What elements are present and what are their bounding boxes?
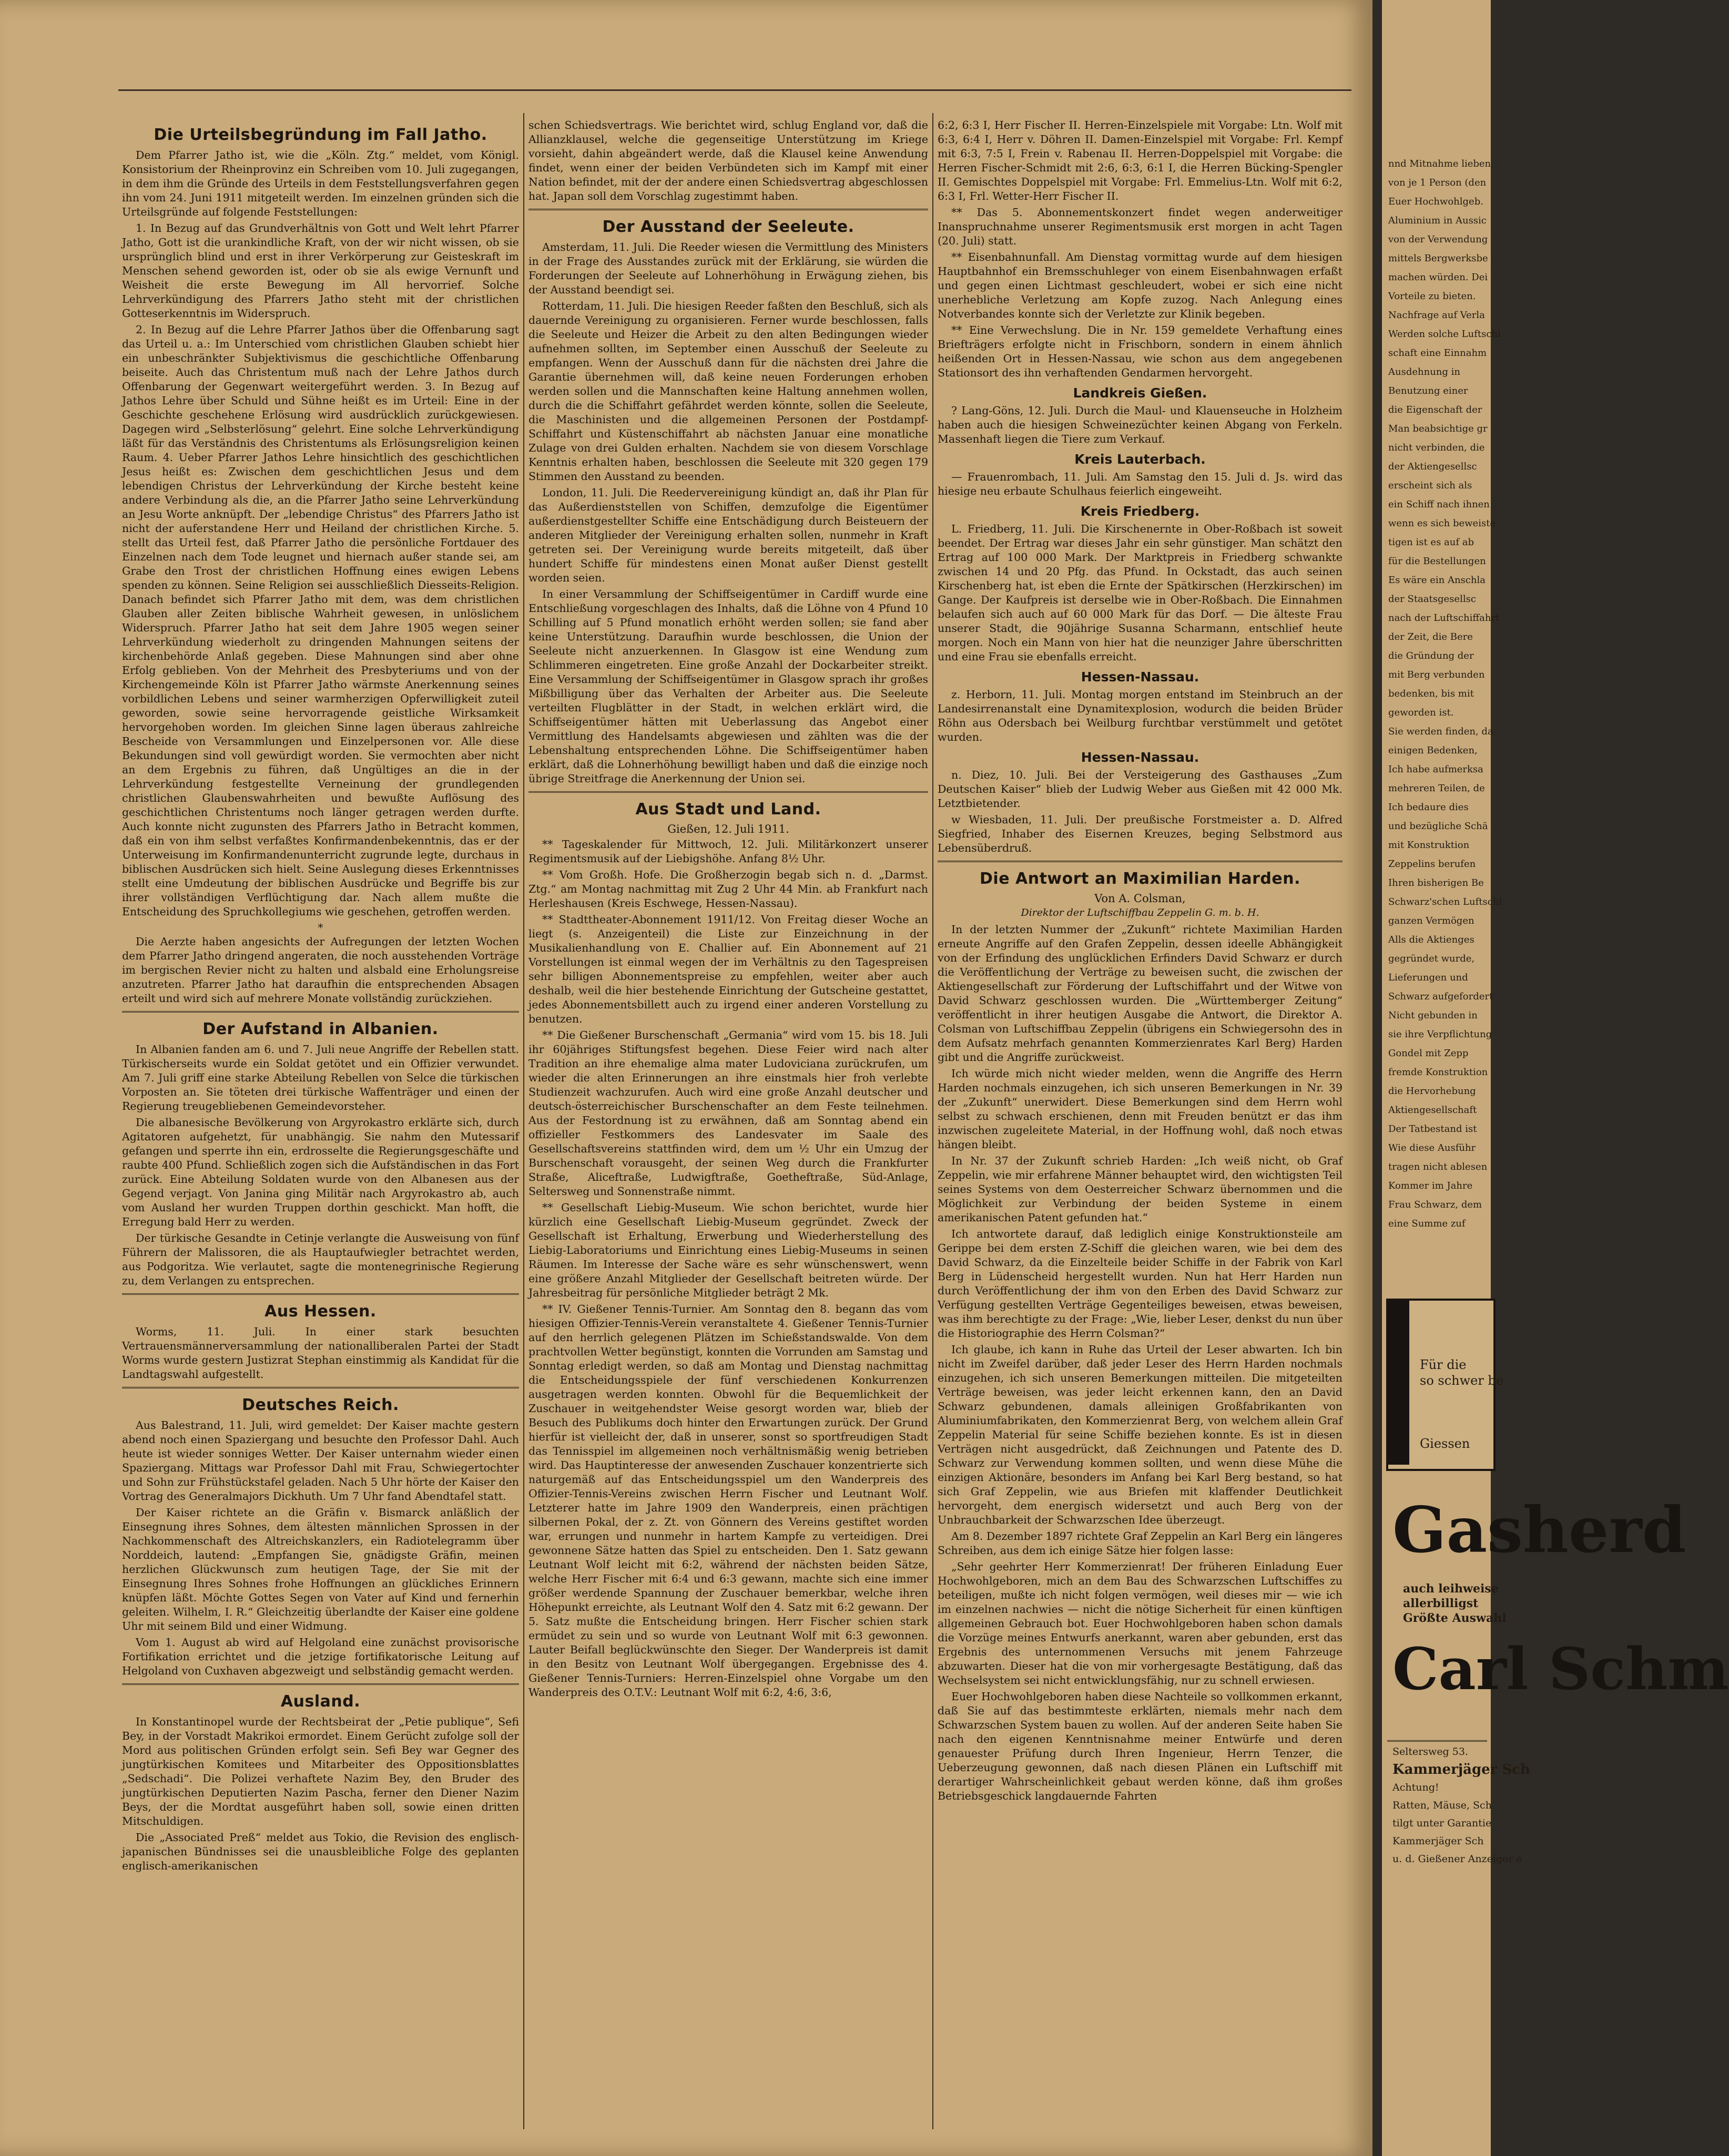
headline: Der Aufstand in Albanien. xyxy=(202,1020,439,1038)
section-divider xyxy=(528,209,928,210)
adjacent-page-line: Kommer im Jahre xyxy=(1388,1180,1473,1191)
section-divider xyxy=(528,791,928,793)
paragraph: London, 11. Juli. Die Reedervereinigung kündigt an, daß ihr Plan für das Außerdienststellen von Schiffen, demzufolge die Eigentümer außerdienstgestellter Schiffe eine Entschädigung durch Beisteuern der anderen Mitglieder der Vereinigung erhalten sollen, nunmehr in Kraft getreten sei. Der Vereinigung wurde bereits mitgeteilt, daß über hundert Schiffe für mindestens einen Monat außer Dienst gestellt worden seien. xyxy=(528,486,928,584)
adjacent-page-line: Ich habe aufmerksa xyxy=(1388,764,1483,775)
section-divider xyxy=(122,1293,519,1295)
adjacent-page-line: die Eigenschaft der xyxy=(1388,404,1482,415)
paragraph: Worms, 11. Juli. In einer stark besuchten Vertrauensmännerversammlung der nationalliberalen Partei der Stadt Worms wurde gestern Justizrat Stephan einstimmig als Kandidat für die Landtagswahl aufgestellt. xyxy=(122,1325,519,1381)
adjacent-page-line: wenn es sich beweiste xyxy=(1388,518,1496,529)
adjacent-page-line: nicht verbinden, die xyxy=(1388,442,1485,453)
adjacent-page-line: mit Berg verbunden xyxy=(1388,669,1485,680)
paragraph: Aus Balestrand, 11. Juli, wird gemeldet: Der Kaiser machte gestern abend noch einen Spaziergang und besuchte den Professor Dahl. Auch heute ist wieder sonniges Wetter. Der Kaiser unternahm wieder einen Spaziergang. Mittags war Professor Dahl mit Frau, Schwiegertochter und Sohn zur Frühstückstafel geladen. Nach 5 Uhr hörte der Kaiser den Vortrag des Generalmajors Dickhuth. Um 7 Uhr fand Abendtafel statt. xyxy=(122,1419,519,1503)
paragraph: schen Schiedsvertrags. Wie berichtet wird, schlug England vor, daß die Allianzklausel, welche die gegenseitige Unterstützung im Kriege vorsieht, dahin abgeändert werde, daß die Klausel keine Anwendung findet, wenn einer der beiden Verbündeten sich im Kampf mit einer Nation befindet, mit der der andere einen Schiedsvertrag abgeschlossen hat. Japan soll dem Vorschlag zugestimmt haben. xyxy=(528,119,928,202)
top-rule xyxy=(118,89,1351,91)
adjacent-page-line: bedenken, bis mit xyxy=(1388,688,1474,699)
adjacent-page-line: von der Verwendung xyxy=(1388,234,1488,245)
paragraph: ? Lang-Göns, 12. Juli. Durch die Maul- und Klauenseuche in Holzheim haben auch die hiesigen Schweinezüchter keinen Abgang von Ferkeln. Massenhaft liegen die Tiere zum Verkauf. xyxy=(938,404,1342,445)
advertisement-box xyxy=(1386,1299,1504,1471)
paragraph: ** Gesellschaft Liebig-Museum. Wie schon berichtet, wurde hier kürzlich eine Gesellschaft Liebig-Museum gegründet. Zweck der Gesellschaft ist Erhaltung, Erwerbung und Wiederherstellung des Liebig-Laboratoriums und Einrichtung eines Liebig-Museums in seinen Räumen. Im Interesse der Sache wäre es sehr wünschenswert, wenn eine größere Anzahl Mitglieder der Gesellschaft beitreten würde. Der Jahresbeitrag für persönliche Mitglieder beträgt 2 Mk. xyxy=(528,1201,928,1299)
adjacent-page-line: Gondel mit Zepp xyxy=(1388,1048,1469,1059)
adjacent-page-line: Nachfrage auf Verla xyxy=(1388,310,1485,321)
headline: Aus Hessen. xyxy=(265,1302,377,1321)
column-2 xyxy=(528,118,928,1702)
separator-star: * xyxy=(318,921,323,934)
adjacent-page-line: die Hervorhebung xyxy=(1388,1086,1476,1097)
paragraph: Amsterdam, 11. Juli. Die Reeder wiesen die Vermittlung des Ministers in der Frage des Ausstandes zurück mit der Erklärung, sie würden die Forderungen der Seeleute auf Lohnerhöhung in Erwägung ziehen, bis der Ausstand beendigt sei. xyxy=(528,241,928,296)
paragraph: ** IV. Gießener Tennis-Turnier. Am Sonntag den 8. begann das vom hiesigen Offizier-Tennis-Verein veranstaltete 4. Gießener Tennis-Turnier auf den herrlich gelegenen Plätzen im Schießstandswalde. Von dem prachtvollen Wetter begünstigt, konnten die Vorrunden am Samstag und Sonntag erledigt werden, so daß am Montag und Dienstag nachmittag die Entscheidungsspiele der fünf verschiedenen Konkurrenzen ausgetragen werden konnten. Obwohl für die Bequemlichkeit der Zuschauer in weitgehendster Weise gesorgt worden war, blieb der Besuch des Publikums doch hinter den Erwartungen zurück. Der Grund hierfür ist vielleicht der, daß in unserer, sonst so sportfreudigen Stadt das Tennisspiel im allgemeinen noch verhältnismäßig wenig betrieben wird. Das Hauptinteresse der anwesenden Zuschauer konzentrierte sich naturgemäß auf das Entscheidungsspiel um den Wanderpreis des Offizier-Tennis-Vereins zwischen Herrn Fischer und Leutnant Wolf. Letzterer hatte im Jahre 1909 den Wanderpreis, einen prächtigen silbernen Pokal, der z. Zt. von Gönnern des Vereins gestiftet worden war, errungen und nunmehr in hartem Kampfe zu verteidigen. Drei gewonnene Sätze hatten das Spiel zu entscheiden. Den 1. Satz gewann Leutnant Wolf leicht mit 6:2, während der nächsten beiden Sätze, welche Herr Fischer mit 6:4 und 6:3 gewann, machte sich eine immer größer werdende Spannung der Zuschauer bemerkbar, welche ihren Höhepunkt erreichte, als Leutnant Wolf den 4. Satz mit 6:2 gewann. Der 5. Satz mußte die Entscheidung bringen. Herr Fischer schien stark ermüdet zu sein und so wurde von Leutnant Wolf mit 6:3 gewonnen. Lauter Beifall beglückwünschte den Sieger. Der Wanderpreis ist damit in den Besitz von Leutnant Wolf übergegangen. Ergebnisse des 4. Gießener Tennis-Turniers: Herren-Einzelspiel ohne Vorgabe um den Wanderpreis des O.T.V.: Leutnant Wolf mit 6:2, 4:6, 3:6, xyxy=(528,1303,928,1699)
paragraph: Ich antwortete darauf, daß lediglich einige Konstruktionsteile am Gerippe bei dem ersten Z-Schiff die gleichen waren, wie bei dem des David Schwarz, da die Einzelteile beider Schiffe in der Fabrik von Karl Berg in Lüdenscheid hergestellt wurden. Nun hat Herr Harden nun durch Veröffentlichung der ihm von den Erben des David Schwarz zur Verfügung gestellten Verträge Gegenteiliges beweisen, etwas beweisen, was ihm berechtigte zu der Frage: „Wie, lieber Leser, denkst du nun über die Historiographie des Herrn Colsman?“ xyxy=(938,1228,1342,1340)
headline: Deutsches Reich. xyxy=(242,1396,399,1414)
adjacent-page-line: Aluminium in Aussic xyxy=(1388,215,1487,226)
adjacent-page-line: Vorteile zu bieten. xyxy=(1388,291,1476,302)
paragraph: Der Kaiser richtete an die Gräfin v. Bismarck anläßlich der Einsegnung ihres Sohnes, dem ältesten männlichen Sprossen in der Nachkommenschaft des Altreichskanzlers, ein Radiotelegramm über Norddeich, lautend: „Empfangen Sie, gnädigste Gräfin, meinen herzlichen Glückwunsch zum heutigen Tage, der Sie mit der Einsegnung Ihres Sohnes frohe Hoffnungen an glückliches Erinnern knüpfen läßt. Möchte Gottes Segen von Vater auf Kind und fernerhin geleiten. Wilhelm, I. R.“ Gleichzeitig überlandte der Kaiser eine goldene Uhr mit seinem Bild und einer Widmung. xyxy=(122,1506,519,1632)
ad-bottom-line: tilgt unter Garantie xyxy=(1392,1817,1492,1829)
adjacent-page-line: Es wäre ein Anschla xyxy=(1388,575,1486,586)
paragraph: ** Eisenbahnunfall. Am Dienstag vormittag wurde auf dem hiesigen Hauptbahnhof ein Bremsschuhleger von einem Eisenbahnwagen erfaßt und gegen einen Lichtmast geschleudert, wobei er sich eine nicht unerhebliche Verletzung am Kopfe zuzog. Nach Anlegung eines Notverbandes konnte sich der Verletzte zur Klinik begeben. xyxy=(938,251,1342,320)
paragraph: In der letzten Nummer der „Zukunft“ richtete Maximilian Harden erneute Angriffe auf den Grafen Zeppelin, dessen ideelle Abhängigkeit von der Erfindung des unglücklichen Erfinders David Schwarz er durch die Veröffentlichung der Verträge zu beweisen sucht, die zwischen der Aktiengesellschaft zur Förderung der Luftschiffahrt und der Witwe von David Schwarz geschlossen wurden. Die „Württemberger Zeitung“ veröffentlicht in ihrer heutigen Ausgabe die Antwort, die Direktor A. Colsman von Luftschiffbau Zeppelin (übrigens ein Schwiegersohn des in dem Aufsatz mehrfach genannten Kommerzienrates Karl Berg) Harden gibt und die Angriffe zurückweist. xyxy=(938,923,1342,1064)
adjacent-page xyxy=(1382,0,1729,2156)
section-divider xyxy=(122,1387,519,1388)
subheadline: Kreis Lauterbach. xyxy=(1074,452,1206,467)
adjacent-page-line: ein Schiff nach ihnen xyxy=(1388,499,1490,510)
adjacent-page-line: für die Bestellungen xyxy=(1388,556,1486,567)
adjacent-page-line: geworden ist. xyxy=(1388,707,1454,718)
adjacent-page-line: der Zeit, die Bere xyxy=(1388,631,1473,642)
paragraph: Ich glaube, ich kann in Ruhe das Urteil der Leser abwarten. Ich bin nicht im Zweifel darüber, daß jeder Leser des Herrn Harden nochmals einzugehen, ich sich unseren Bemerkungen mitteilen. Die mitgeteilten Verträge beweisen, was jeder leicht erkennen kann, den an David Schwarz gebundenen, damals alleinigen Großfabrikanten von Aluminiumfabrikaten, den Kommerzienrat Berg, von welchem allein Graf Zeppelin Material für seine Schiffe beziehen konnte. Es ist in diesen Verträgen nicht ausgedrückt, daß Zeichnungen und Patente des D. Schwarz zur Verwendung kommen sollten, und wenn diese Mühe die einzigen Aktionäre, besonders im Anfang bei Karl Berg bestand, so hat sich Graf Zeppelin, wie aus Briefen mit klaffender Deutlichkeit hervorgeht, dem energisch widersetzt und auch Berg von der Unbrauchbarkeit der Schwarzschen Idee überzeugt. xyxy=(938,1343,1342,1526)
paragraph: In Nr. 37 der Zukunft schrieb Harden: „Ich weiß nicht, ob Graf Zeppelin, wie mir erfahrene Männer behauptet wird, den wichtigsten Teil seines Systems von dem Oesterreicher Schwarz übernommen und die Möglichkeit zur Verbindung der beiden Systeme in einem amerikanischen Patent gefunden hat.“ xyxy=(938,1154,1342,1224)
ad-divider xyxy=(1387,1740,1487,1742)
paragraph: ** Das 5. Abonnementskonzert findet wegen anderweitiger Inanspruchnahme unserer Regimentsmusik erst morgen in acht Tagen (20. Juli) statt. xyxy=(938,206,1342,247)
adjacent-page-line: Euer Hochwohlgeb. xyxy=(1388,196,1483,207)
ad-text: allerbilligst xyxy=(1403,1597,1479,1610)
subheadline: Kreis Friedberg. xyxy=(1080,504,1200,519)
paragraph: Vom 1. August ab wird auf Helgoland eine zunächst provisorische Fortifikation errichtet und die jetzige fortifikatorische Leitung auf Helgoland von Cuxhaven abgezweigt und selbständig gemacht werden. xyxy=(122,1636,519,1677)
paragraph: ** Stadttheater-Abonnement 1911/12. Von Freitag dieser Woche an liegt (s. Anzeigenteil) die Liste zur Einzeichnung in der Musikalienhandlung von E. Challier auf. Ein Abonnement auf 21 Vorstellungen ist einmal wegen der im Verhältnis zu den Tagespreisen sehr billigen Abonnementspreise zu empfehlen, weiter aber auch deshalb, weil die hier bestehende Einrichtung der Gutscheine gestattet, jedes Abonnementsbillett auch zu irgend einer anderen Vorstellung zu benutzen. xyxy=(528,913,928,1025)
paragraph: 2. In Bezug auf die Lehre Pfarrer Jathos über die Offenbarung sagt das Urteil u. a.: Im Unterschied vom christlichen Glauben schiebt hier ein unbeschränkter Subjektivismus die geschichtliche Offenbarung beiseite. Auch das Christentum muß nach der Lehre Jathos durch Offenbarung der Gegenwart weitergeführt werden. 3. In Bezug auf Jathos Lehre über Schuld und Sühne heißt es im Urteil: Eine in der Geschichte geschehene Erlösung wird ausdrücklich zurückgewiesen. Dagegen wird „Selbsterlösung“ gelehrt. Eine solche Lehrverkündigung läßt für das Verständnis des Christentums als Erlösungsreligion keinen Raum. 4. Ueber Pfarrer Jathos Lehre hinsichtlich des geschichtlichen Jesus heißt es: Zwischen dem geschichtlichen Jesus und dem lebendigen Christus der Lehrverkündung der Kirche besteht keine andere Verbindung als die, an die Pfarrer Jatho seine Lehrverkündung an Jesu Worte anknüpft. Der „lebendige Christus“ des Pfarrers Jatho ist nicht der auferstandene Herr und Heiland der christlichen Kirche. 5. stellt das Urteil fest, daß Pfarrer Jatho die persönliche Fortdauer des Einzelnen nach dem Tode leugnet und hiernach außer stande sei, am Grabe den Trost der christlichen Hoffnung eines ewigen Lebens spenden zu können. Seine Religion sei ausschließlich Diesseits-Religion. Danach befindet sich Pfarrer Jatho mit dem, was dem christlichen Glauben aller Zeiten biblische Wahrheit gewesen, in unlöslichem Widerspruch. Pfarrer Jatho hat seit dem Jahre 1905 wegen seiner Lehrverkündung wiederholt zu dringenden Mahnungen seitens der kirchenbehörde Anlaß gegeben. Diese Mahnungen sind aber ohne Erfolg geblieben. Von der Mehrheit des Presbyteriums und von der Kirchengemeinde Köln ist Pfarrer Jatho wärmste Anerkennung seines vorbildlichen Lebens und seiner warmherzigen Opferwilligkeit zuteil geworden, sowie seine hervorragende geistliche Wirksamkeit hervorgehoben worden. Im gleichen Sinne lagen überaus zahlreiche Bescheide von Versammlungen und Einzelpersonen vor. Alle diese Bekundungen sind voll gewürdigt worden. Sie vermochten aber nicht an dem Ergebnis zu führen, daß Ungültiges an die in der Lehrverkündung festgestellte Verneinung der grundlegenden christlichen Glaubenswahrheiten und bewußte Auflösung des geschichtlichen Christentums noch länger getragen werden durfte. Auch konnte nicht zugunsten des Pfarrers Jatho in Betracht kommen, daß ein von ihm selbst verfaßtes Konfirmandenbekenntnis, das er der Unterweisung im Konfirmandenunterricht zugrunde legte, durchaus in biblischen Ausdrücken sich hielt. Seine Auslegung dieses Erkenntnisses stellt eine Umdeutung der biblischen Ausdrücke und Begriffe bis zur ihrer vollständigen Verflüchtigung dar. Nach allem mußte die Entscheidung des Spruchkollegiums wie geschehen, getroffen werden. xyxy=(122,323,519,918)
paragraph: In Albanien fanden am 6. und 7. Juli neue Angriffe der Rebellen statt. Türkischerseits wurde ein Soldat getötet und ein Offizier verwundet. Am 7. Juli griff eine starke Abteilung Rebellen von Selce die türkischen Vorposten an. Sie töteten drei türkische Waffenträger und einen der Regierung treugebliebenen Gemeindevorsteher. xyxy=(122,1043,519,1112)
adjacent-page-line: der Aktiengesellsc xyxy=(1388,461,1477,472)
ad-bottom-line: Achtung! xyxy=(1392,1782,1439,1793)
paragraph: Dem Pfarrer Jatho ist, wie die „Köln. Ztg.“ meldet, vom Königl. Konsistorium der Rheinprovinz ein Schreiben vom 10. Juli zugegangen, in dem ihm die Gründe des Urteils in dem Feststellungsverfahren gegen ihn vom 24. Juni 1911 mitgeteilt werden. Im einzelnen gründen sich die Urteilsgründe auf folgende Feststellungen: xyxy=(122,149,519,218)
column-rule xyxy=(523,113,524,2129)
dateline: Gießen, 12. Juli 1911. xyxy=(667,823,789,835)
column-3 xyxy=(938,118,1342,1805)
byline-title: Direktor der Luftschiffbau Zeppelin G. m. b. H. xyxy=(1021,907,1259,918)
headline: Aus Stadt und Land. xyxy=(635,800,821,819)
adjacent-page-line: mehreren Teilen, de xyxy=(1388,783,1485,794)
column-1 xyxy=(122,118,519,1875)
paragraph: Euer Hochwohlgeboren haben diese Nachteile so vollkommen erkannt, daß Sie auf das bestimmteste erklärten, niemals mehr nach dem Schwarzschen System bauen zu wollen. Auf der anderen Seite haben Sie nach den eigenen Kenntnisnahme meiner Entwürfe und deren genauester Prüfung durch Ihren Ingenieur, Herrn Tenzer, die Ueberzeugung gewonnen, daß nach diesen Plänen ein Luftschiff mit derartiger Wahrscheinlichkeit gebaut werden könne, daß ihm großes Betriebsgeschick langdauernde Fahrten xyxy=(938,1690,1342,1802)
paragraph: In Konstantinopel wurde der Rechtsbeirat der „Petie publique“, Sefi Bey, in der Vorstadt Makrikoi ermordet. Einem Gerücht zufolge soll der Mord aus politischen Gründen erfolgt sein. Sefi Bey war Gegner des jungtürkischen Komitees und Mitarbeiter des Oppositionsblattes „Sedschadi“. Die Polizei verhaftete Nazim Bey, den Bruder des jungtürkischen Deputierten Nazim Pascha, ferner den Diener Nazim Beys, der die Mordtat ausgeführt haben soll, sowie einen dritten Mitschuldigen. xyxy=(122,1715,519,1827)
subheadline: Hessen-Nassau. xyxy=(1081,669,1199,684)
adjacent-page-line: der Staatsgesellsc xyxy=(1388,594,1476,605)
paragraph: Der türkische Gesandte in Cetinje verlangte die Ausweisung von fünf Führern der Malissoren, die als Hauptaufwiegler betrachtet werden, aus Podgoritza. Wie verlautet, sagte die montenegrinische Regierung zu, dem Verlangen zu entsprechen. xyxy=(122,1232,519,1287)
column-rule xyxy=(932,113,933,2129)
paragraph: z. Herborn, 11. Juli. Montag morgen entstand im Steinbruch an der Landesirrenanstalt eine Dynamitexplosion, wodurch die beiden Brüder Röhn aus Odersbach bei Weilburg furchtbar verstümmelt und getötet wurden. xyxy=(938,688,1342,743)
paragraph: In einer Versammlung der Schiffseigentümer in Cardiff wurde eine Entschließung vorgeschlagen des Inhalts, daß die Löhne von 4 Pfund 10 Schilling auf 5 Pfund monatlich erhöht werden sollen; sie fand aber keine Unterstützung. Daraufhin wurde beschlossen, die Union der Seeleute nicht anzuerkennen. In Glasgow ist eine Wendung zum Schlimmeren eingetreten. Eine große Anzahl der Dockarbeiter streikt. Eine Versammlung der Schiffseigentümer in Glasgow sprach ihr großes Mißbilligung über das Verhalten der Arbeiter aus. Die Seeleute verteilten Flugblätter in der Stadt, in welchen erklärt wird, die Schiffseigentümer hätten mit Ueberlassung das Angebot einer Vermittlung des Handelsamts abgewiesen und zählten was die der Lebenshaltung entsprechenden Löhne. Die Schiffseigentümer haben erklärt, daß die Lohnerhöhung bewilligt haben und daß die einzige noch übrige Streitfrage die Anerkennung der Union sei. xyxy=(528,588,928,785)
paragraph: L. Friedberg, 11. Juli. Die Kirschenernte in Ober-Roßbach ist soweit beendet. Der Ertrag war dieses Jahr ein sehr günstiger. Man schätzt den Ertrag auf 100 000 Mark. Der Marktpreis in Friedberg schwankte zwischen 14 und 20 Pfg. das Pfund. In Ockstadt, das auch seinen Kirschenberg hat, ist eben die Ernte der Spätkirschen (Herzkirschen) im Gange. Der Kaufpreis ist derselbe wie in Ober-Roßbach. Die Einnahmen belaufen sich auch auf 60 000 Mark für das Dorf. — Die älteste Frau unserer Stadt, die 90jährige Susanna Scharmann, entschlief heute morgen. Noch ein Mann von hier hat die neunziger Jahre überschritten und eine Frau sie ebenfalls erreicht. xyxy=(938,523,1342,663)
adjacent-page-line: machen würden. Dei xyxy=(1388,272,1488,283)
ad-text: Giessen xyxy=(1420,1436,1470,1451)
paragraph: „Sehr geehrter Herr Kommerzienrat! Der früheren Einladung Euer Hochwohlgeboren, mich an dem Bau des Schwarzschen Luftschiffes zu beteiligen, mußte ich nicht folgen vermögen, weil dieses mir — wie ich im einzelnen nachwies — nicht die nötige Sicherheit für einen künftigen allgemeinen Gebrauch bot. Euer Hochwohlgeboren haben schon damals die Vorzüge meines Entwurfs anerkannt, waren aber gebunden, erst das Ergebnis des unternommenen Versuchs mit jenem Fahrzeuge abzuwarten. Dieser hat die von mir vorhergesagte Bestätigung, daß das Wechselsystem sei nicht entwicklungsfähig, nur zu schnell erwiesen. xyxy=(938,1560,1342,1687)
adjacent-page-line: erscheint sich als xyxy=(1388,480,1472,491)
paragraph: w Wiesbaden, 11. Juli. Der preußische Forstmeister a. D. Alfred Siegfried, Inhaber des Eisernen Kreuzes, beging Selbstmord aus Lebensüberdruß. xyxy=(938,813,1342,854)
adjacent-page-line: Schwarz aufgefordert xyxy=(1388,991,1493,1002)
adjacent-page-line: Benutzung einer xyxy=(1388,385,1468,396)
adjacent-page-line: ganzen Vermögen xyxy=(1388,915,1474,926)
adjacent-page-line: Zeppelins berufen xyxy=(1388,859,1476,870)
subheadline: Landkreis Gießen. xyxy=(1073,385,1207,401)
section-divider xyxy=(122,1011,519,1013)
adjacent-page-line: tigen ist es auf ab xyxy=(1388,537,1474,548)
adjacent-page-line: Frau Schwarz, dem xyxy=(1388,1199,1482,1210)
ad-headline: Gasherd xyxy=(1392,1493,1686,1567)
adjacent-page-line: gegründet wurde, xyxy=(1388,953,1475,964)
ad-bottom-line: Ratten, Mäuse, Sch xyxy=(1392,1800,1492,1811)
adjacent-page-line: Schwarz'schen Luftschi xyxy=(1388,896,1502,907)
adjacent-page-line: die Gründung der xyxy=(1388,650,1474,661)
ad-bottom-line: Seltersweg 53. xyxy=(1392,1746,1468,1758)
paragraph: Ich würde mich nicht wieder melden, wenn die Angriffe des Herrn Harden nochmals einzugehen, ich sich unseren Bemerkungen in Nr. 39 der „Zukunft“ unerwidert. Diese Bemerkungen sind dem Herrn wohl selbst zu schwach erschienen, denn mit Freuden benützt er das ihm inzwischen zugeleitete Material, in der Hoffnung wohl, daß noch etwas hängen bleibt. xyxy=(938,1067,1342,1151)
ad-bottom-line: u. d. Gießener Anzeiger e xyxy=(1392,1853,1522,1865)
ad-bottom-line: Kammerjäger Sch xyxy=(1392,1835,1484,1847)
adjacent-page-line: fremde Konstruktion xyxy=(1388,1067,1488,1078)
paragraph: ** Eine Verwechslung. Die in Nr. 159 gemeldete Verhaftung eines Briefträgers erfolgte nicht in Frischborn, sondern in einem ähnlich heißenden Ort in Hessen-Nassau, wie schon aus dem angegebenen Stationsort des ihn verhaftenden Gendarmen hervorgeht. xyxy=(938,324,1342,379)
adjacent-page-line: von je 1 Person (den xyxy=(1388,177,1487,188)
ad-bottom-line: Kammerjäger Sch xyxy=(1392,1762,1530,1777)
adjacent-page-line: Der Tatbestand ist xyxy=(1388,1123,1477,1135)
adjacent-page-line: Man beabsichtige gr xyxy=(1388,423,1488,434)
headline: Der Ausstand der Seeleute. xyxy=(602,218,855,236)
adjacent-page-line: Ausdehnung in xyxy=(1388,366,1460,377)
paragraph: n. Diez, 10. Juli. Bei der Versteigerung des Gasthauses „Zum Deutschen Kaiser“ blieb der Ludwig Weber aus Gießen mit 42 000 Mk. Letztbietender. xyxy=(938,769,1342,810)
subheadline: Hessen-Nassau. xyxy=(1081,750,1199,765)
paragraph: Die „Associated Preß“ meldet aus Tokio, die Revision des englisch-japanischen Bündnisses sei die unausbleibliche Folge des geplanten englisch-amerikanischen xyxy=(122,1831,519,1872)
adjacent-page-line: Ich bedaure dies xyxy=(1388,802,1469,813)
ad-text: Für die xyxy=(1420,1357,1467,1372)
paragraph: Am 8. Dezember 1897 richtete Graf Zeppelin an Karl Berg ein längeres Schreiben, aus dem ich einige Sätze hier folgen lasse: xyxy=(938,1530,1342,1557)
adjacent-page-line: einigen Bedenken, xyxy=(1388,745,1478,756)
adjacent-page-line: Lieferungen und xyxy=(1388,972,1468,983)
paragraph: 6:2, 6:3 I, Herr Fischer II. Herren-Einzelspiele mit Vorgabe: Ltn. Wolf mit 6:3, 6:4 I, Herr v. Döhren II. Damen-Einzelspiel mit Vorgabe: Frl. Kempf mit 6:3, 7:5 I, Frein v. Rabenau II. Herren-Doppelspiel mit Vorgabe: die Herren Fischer-Schmidt mit 2:6, 6:3, 6:1 I, die Herren Bücking-Spengler II. Gemischtes Doppelspiel mit Vorgabe: Frl. Emmelius-Ltn. Wolf mit 6:2, 6:3 I, Frl. Wetter-Herr Fischer II. xyxy=(938,119,1342,202)
adjacent-page-line: sie ihre Verpflichtung xyxy=(1388,1029,1492,1040)
adjacent-page-line: Alls die Aktienges xyxy=(1388,934,1474,945)
paragraph: ** Tageskalender für Mittwoch, 12. Juli. Militärkonzert unserer Regimentsmusik auf der Liebigshöhe. Anfang 8½ Uhr. xyxy=(528,838,928,865)
adjacent-page-line: mit Konstruktion xyxy=(1388,840,1470,851)
ad-headline: Carl Schm xyxy=(1392,1635,1729,1703)
paragraph: 1. In Bezug auf das Grundverhältnis von Gott und Welt lehrt Pfarrer Jatho, Gott ist die urankindliche Kraft, von der wir nicht wissen, ob sie ursprünglich blind und erst in ihrer Verkörperung zur Geisteskraft im Menschen sehend geworden ist, oder ob sie als ewige Vernunft und Weisheit die erste Bewegung im All hervorrief. Solche Lehrverkündigung des Pfarrers Jatho steht mit der christlichen Gotteserkenntnis im Widerspruch. xyxy=(122,222,519,320)
headline: Die Antwort an Maximilian Harden. xyxy=(980,870,1300,888)
paragraph: — Frauenrombach, 11. Juli. Am Samstag den 15. Juli d. Js. wird das hiesige neu erbaute Schulhaus feierlich eingeweiht. xyxy=(938,471,1342,497)
section-divider xyxy=(122,1683,519,1685)
ad-text: so schwer be xyxy=(1420,1373,1504,1388)
adjacent-page-line: eine Summe zuf xyxy=(1388,1218,1466,1229)
headline: Ausland. xyxy=(280,1692,361,1711)
adjacent-page-line: tragen nicht ablesen xyxy=(1388,1161,1488,1172)
paragraph: Die albanesische Bevölkerung von Argyrokastro erklärte sich, durch Agitatoren aufgehetzt, für unabhängig. Sie nahm den Mutessarif gefangen und sperrte ihn ein, erdrosselte die Regierungsgeschäfte und raubte 400 Pfund. Schließlich zogen sich die Aufständischen in das Fort zurück. Eine Abteilung Soldaten wurde von den Albanesen aus der Gegend verjagt. Von Janina ging Militär nach Argyrokastro ab, auch vom Ausland her wurden Truppen dorthin geschickt. Man hofft, die Erregung bald Herr zu werden. xyxy=(122,1116,519,1228)
section-divider xyxy=(938,861,1342,862)
adjacent-page-line: nnd Mitnahme lieben xyxy=(1388,158,1491,169)
adjacent-page-line: Wie diese Ausführ xyxy=(1388,1142,1476,1153)
adjacent-page-line: Aktiengesellschaft xyxy=(1388,1105,1477,1116)
adjacent-page-line: mittels Bergwerksbe xyxy=(1388,253,1488,264)
ad-text: auch leihweise xyxy=(1403,1582,1499,1596)
adjacent-page-line: Ihren bisherigen Be xyxy=(1388,877,1484,888)
headline: Die Urteilsbegründung im Fall Jatho. xyxy=(154,126,487,144)
ad-black-bar xyxy=(1388,1301,1409,1465)
byline: Von A. Colsman, xyxy=(1094,892,1186,905)
adjacent-page-line: Sie werden finden, da xyxy=(1388,726,1493,737)
adjacent-page-line: und bezügliche Schä xyxy=(1388,821,1488,832)
adjacent-page-line: schaft eine Einnahm xyxy=(1388,348,1487,359)
paragraph: ** Die Gießener Burschenschaft „Germania“ wird vom 15. bis 18. Juli ihr 60jähriges Stiftungsfest begehen. Diese Feier wird nach alter Tradition an ihre ehemalige alma mater Ludoviciana zurückrufen, um wieder die alten Erinnerungen an ihre einstmals hier froh verlebte Studienzeit wachzurufen. Auch wird eine große Anzahl deutscher und deutsch-österreichischer Burschenschafter an dem Feste teilnehmen. Aus der Festordnung ist zu erwähnen, daß am Sonntag abend ein offizieller Festkommers des Landesvater im Saale des Gesellschaftsvereins stattfinden wird, dem um ½ Uhr ein Umzug der Burschenschaft vorausgeht, der seinen Weg durch die Frankfurter Straße, Aliceftraße, Ludwigftraße, Goetheftraße, Süd-Anlage, Seltersweg und Sonnenstraße nimmt. xyxy=(528,1029,928,1198)
paragraph: Rotterdam, 11. Juli. Die hiesigen Reeder faßten den Beschluß, sich als dauernde Vereinigung zu organisieren. Ferner wurde beschlossen, falls die Seeleute und Heizer die Arbeit zu den alten Bedingungen wieder aufnehmen sollten, im September einen Ausschuß der Seeleute zu empfangen. Wenn der Ausschuß dann für die nächsten drei Jahre die Garantie übernehmen will, daß keine neuen Forderungen erhoben werden sollen und die Mannschaften keine Haltung annehmen wollen, durch die die Schiffahrt gefährdet werden könnte, sollen die Seeleute, die Maschinisten und die allgemeinen Personen der Postdampf-Schiffahrt und Küstenschiffahrt ab nächsten Januar eine monatliche Zulage von drei Gulden erhalten. Nachdem sie von diesem Vorschlage Kenntnis erhalten haben, beschlossen die Seeleute mit 320 gegen 179 Stimmen den Ausstand zu beenden. xyxy=(528,300,928,483)
paragraph: ** Vom Großh. Hofe. Die Großherzogin begab sich n. d. „Darmst. Ztg.“ am Montag nachmittag mit Zug 2 Uhr 44 Min. ab Frankfurt nach Herleshausen (Kreis Eschwege, Hessen-Nassau). xyxy=(528,868,928,910)
adjacent-page-line: Nicht gebunden in xyxy=(1388,1010,1478,1021)
adjacent-page-line: nach der Luftschiffahrt xyxy=(1388,612,1500,624)
paragraph: Die Aerzte haben angesichts der Aufregungen der letzten Wochen dem Pfarrer Jatho dringend angeraten, die noch ausstehenden Vorträge im bergischen Revier nicht zu halten und alsbald eine Erholungsreise anzutreten. Pfarrer Jatho hat daraufhin die entsprechenden Absagen erteilt und wird sich auf mehrere Monate vollständig zurückziehen. xyxy=(122,935,519,1005)
adjacent-page-line: Werden solche Luftschi xyxy=(1388,329,1501,340)
ad-text: Größte Auswahl xyxy=(1403,1611,1507,1625)
